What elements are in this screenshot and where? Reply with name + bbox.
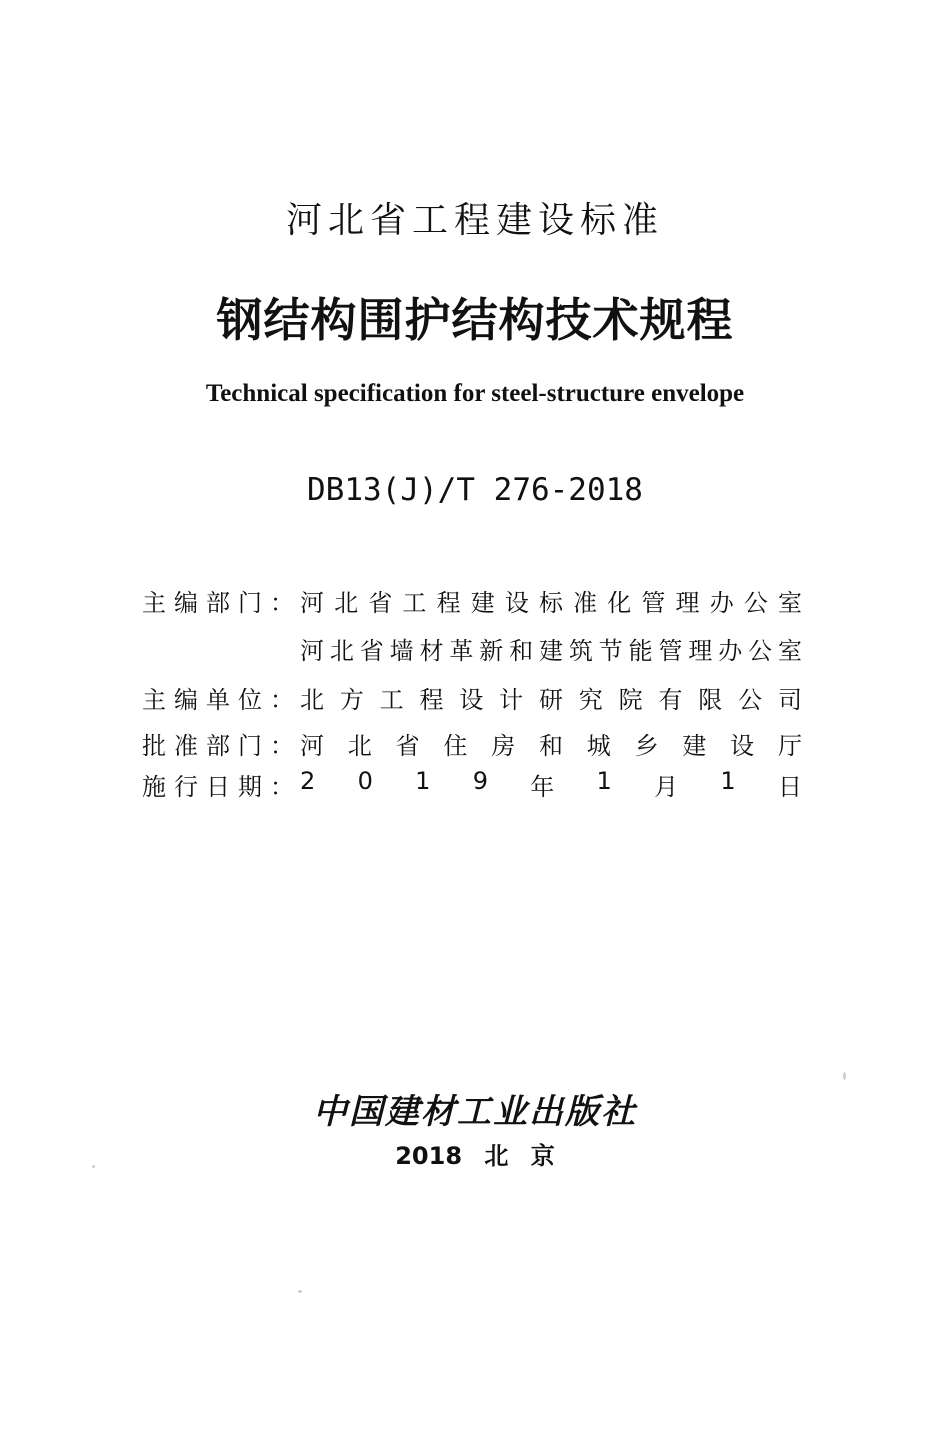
chief-unit-label: 主编单位： — [142, 685, 302, 714]
value-char: 北 — [347, 731, 372, 760]
document-title-chinese: 钢结构围护结构技术规程 — [216, 293, 734, 347]
effective-date-value — [300, 767, 802, 802]
value-char: 有 — [658, 685, 683, 714]
value-char: 设 — [504, 588, 529, 617]
value-char: 建 — [470, 588, 495, 617]
value-char: 1 — [415, 766, 431, 795]
scan-speck — [298, 1290, 302, 1293]
value-char: 河 — [300, 588, 324, 617]
value-char: 限 — [698, 685, 723, 714]
publish-year-place: 2018 北 京 — [395, 1142, 555, 1170]
chief-unit-row — [142, 679, 802, 715]
value-char: 河 — [300, 636, 324, 665]
value-char: 程 — [419, 685, 444, 714]
value-char: 北 — [334, 588, 359, 617]
value-char: 管 — [658, 636, 683, 665]
value-char: 研 — [538, 685, 563, 714]
value-char: 房 — [491, 731, 516, 760]
value-char: 9 — [472, 766, 488, 795]
approval-department-label: 批准部门： — [142, 731, 302, 760]
value-char: 住 — [443, 731, 468, 760]
chief-department-value-2 — [300, 631, 802, 666]
approval-department-row — [142, 725, 802, 761]
approval-department-value — [300, 726, 802, 761]
value-char: 建 — [539, 636, 563, 665]
value-char: 墙 — [389, 636, 414, 665]
value-char: 建 — [682, 731, 707, 760]
value-char: 工 — [379, 685, 404, 714]
document-title-english: Technical specification for steel-structure envelope — [205, 380, 745, 407]
value-char: 城 — [586, 731, 611, 760]
value-char: 日 — [777, 772, 802, 801]
value-char: 准 — [573, 588, 598, 617]
value-char: 节 — [598, 636, 623, 665]
value-char: 理 — [688, 636, 713, 665]
value-char: 理 — [675, 588, 700, 617]
scan-speck — [843, 1072, 846, 1080]
value-char: 乡 — [634, 731, 659, 760]
chief-unit-value — [300, 680, 802, 715]
value-char: 程 — [436, 588, 461, 617]
value-char: 省 — [395, 731, 420, 760]
effective-date-row — [142, 766, 802, 802]
value-char: 1 — [720, 766, 736, 795]
value-char: 方 — [339, 685, 364, 714]
value-char: 年 — [530, 772, 555, 801]
chief-department-row — [142, 582, 802, 618]
value-char: 省 — [359, 636, 384, 665]
value-char: 和 — [509, 636, 534, 665]
value-char: 管 — [641, 588, 666, 617]
value-char: 设 — [730, 731, 755, 760]
value-char: 月 — [654, 772, 679, 801]
value-char: 工 — [402, 588, 427, 617]
value-char: 革 — [449, 636, 474, 665]
value-char: 筑 — [568, 636, 593, 665]
value-char: 北 — [300, 685, 324, 714]
value-char: 室 — [778, 636, 802, 665]
value-char: 厅 — [777, 731, 802, 760]
chief-department-label: 主编部门： — [142, 588, 302, 617]
chief-department-value — [300, 583, 802, 618]
value-char: 河 — [300, 731, 324, 760]
value-char: 办 — [718, 636, 743, 665]
value-char: 计 — [499, 685, 524, 714]
value-char: 省 — [368, 588, 393, 617]
value-char: 室 — [777, 588, 802, 617]
value-char: 院 — [618, 685, 643, 714]
value-char: 标 — [538, 588, 563, 617]
scan-speck — [92, 1165, 95, 1168]
value-char: 1 — [596, 766, 612, 795]
value-char: 能 — [628, 636, 653, 665]
standard-code: DB13(J)/T 276-2018 — [307, 472, 643, 508]
value-char: 0 — [357, 766, 373, 795]
value-char: 究 — [578, 685, 603, 714]
value-char: 公 — [743, 588, 768, 617]
value-char: 新 — [479, 636, 504, 665]
value-char: 材 — [419, 636, 444, 665]
publisher-name: 中国建材工业出版社 — [313, 1092, 637, 1132]
value-char: 司 — [777, 685, 802, 714]
chief-department-row-2 — [142, 630, 802, 666]
value-char: 办 — [709, 588, 734, 617]
value-char: 设 — [459, 685, 484, 714]
standard-series-title: 河北省工程建设标准 — [285, 200, 664, 241]
value-char: 和 — [538, 731, 563, 760]
value-char: 公 — [738, 685, 763, 714]
value-char: 化 — [607, 588, 632, 617]
value-char: 2 — [300, 766, 316, 795]
value-char: 北 — [329, 636, 354, 665]
value-char: 公 — [748, 636, 773, 665]
effective-date-label: 施行日期： — [142, 772, 302, 801]
